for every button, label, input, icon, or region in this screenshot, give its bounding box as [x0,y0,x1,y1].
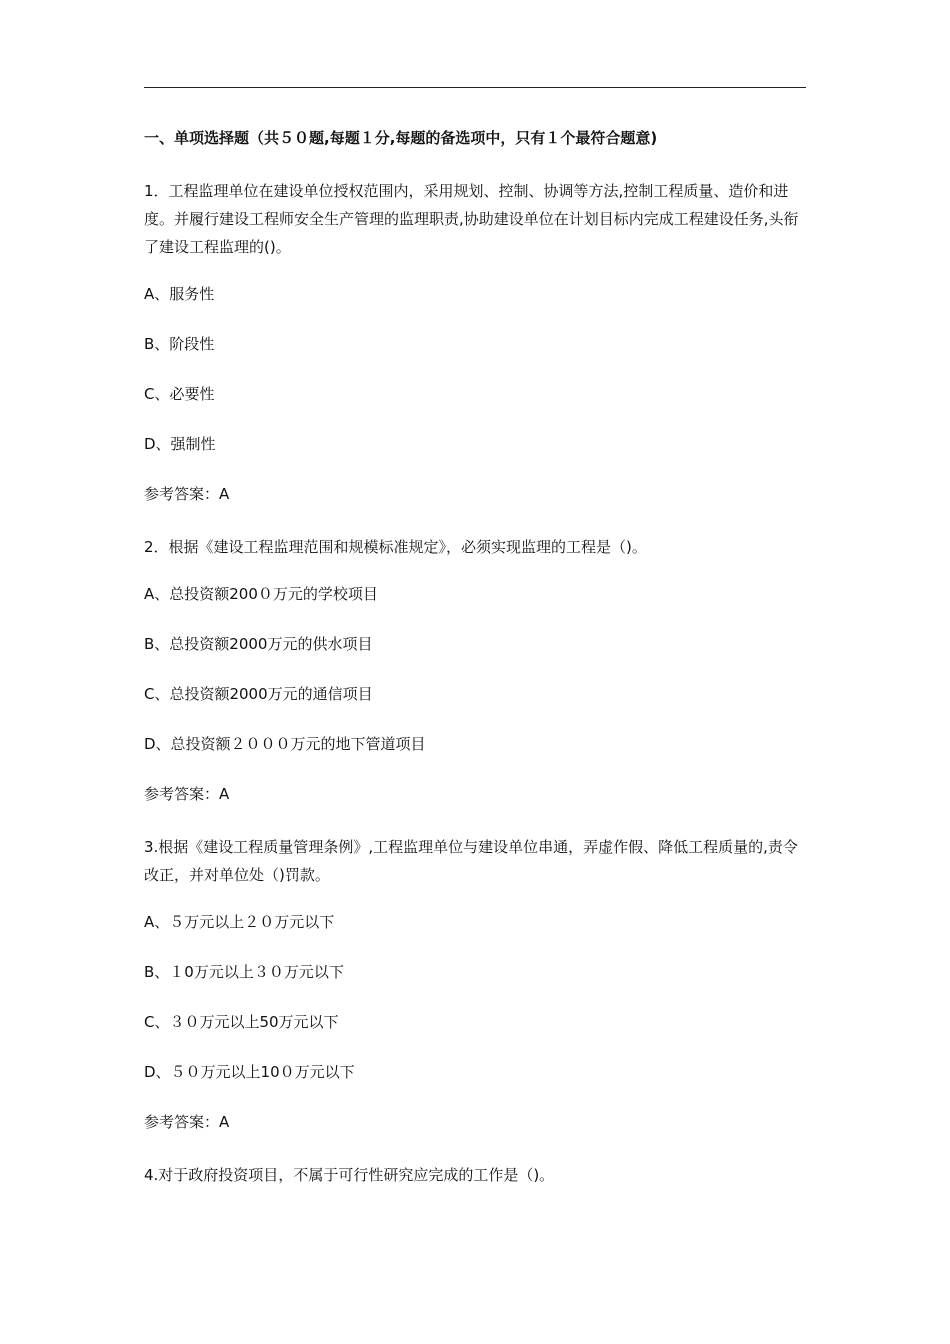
option-a: A、５万元以上２０万元以下 [144,913,335,931]
section-title: 一、单项选择题（共５０题,每题１分,每题的备选项中，只有１个最符合题意) [144,129,658,147]
option-d: D、５０万元以上10０万元以下 [144,1063,355,1081]
option-c: C、必要性 [144,385,215,403]
question-stem: 3.根据《建设工程质量管理条例》,工程监理单位与建设单位串通，弄虚作假、降低工程质量的,责令改正，并对单位处（)罚款。 [144,838,798,884]
option-a: A、服务性 [144,285,215,303]
option-c: C、总投资额2000万元的通信项目 [144,685,373,703]
reference-answer: 参考答案：A [144,485,230,503]
question-1 [144,177,809,505]
option-c: C、３０万元以上50万元以下 [144,1013,339,1031]
question-stem: 2．根据《建设工程监理范围和规模标准规定》，必须实现监理的工程是（)。 [144,538,647,556]
header-rule [144,87,806,88]
question-2 [144,533,809,805]
option-d: D、总投资额２０００万元的地下管道项目 [144,735,426,753]
option-b: B、１0万元以上３０万元以下 [144,963,344,981]
option-b: B、阶段性 [144,335,215,353]
reference-answer: 参考答案：A [144,1113,230,1131]
option-b: B、总投资额2000万元的供水项目 [144,635,373,653]
question-4 [144,1161,809,1189]
document-body [144,127,809,1189]
question-stem: 4.对于政府投资项目，不属于可行性研究应完成的工作是（)。 [144,1166,555,1184]
option-a: A、总投资额200０万元的学校项目 [144,585,378,603]
question-3 [144,833,809,1133]
question-stem: 1．工程监理单位在建设单位授权范围内，采用规划、控制、协调等方法,控制工程质量、造价和进度。并履行建设工程师安全生产管理的监理职责,协助建设单位在计划目标内完成工程建设任务,头衔了建设工程监理的()。 [144,182,799,256]
reference-answer: 参考答案：A [144,785,230,803]
option-d: D、强制性 [144,435,216,453]
